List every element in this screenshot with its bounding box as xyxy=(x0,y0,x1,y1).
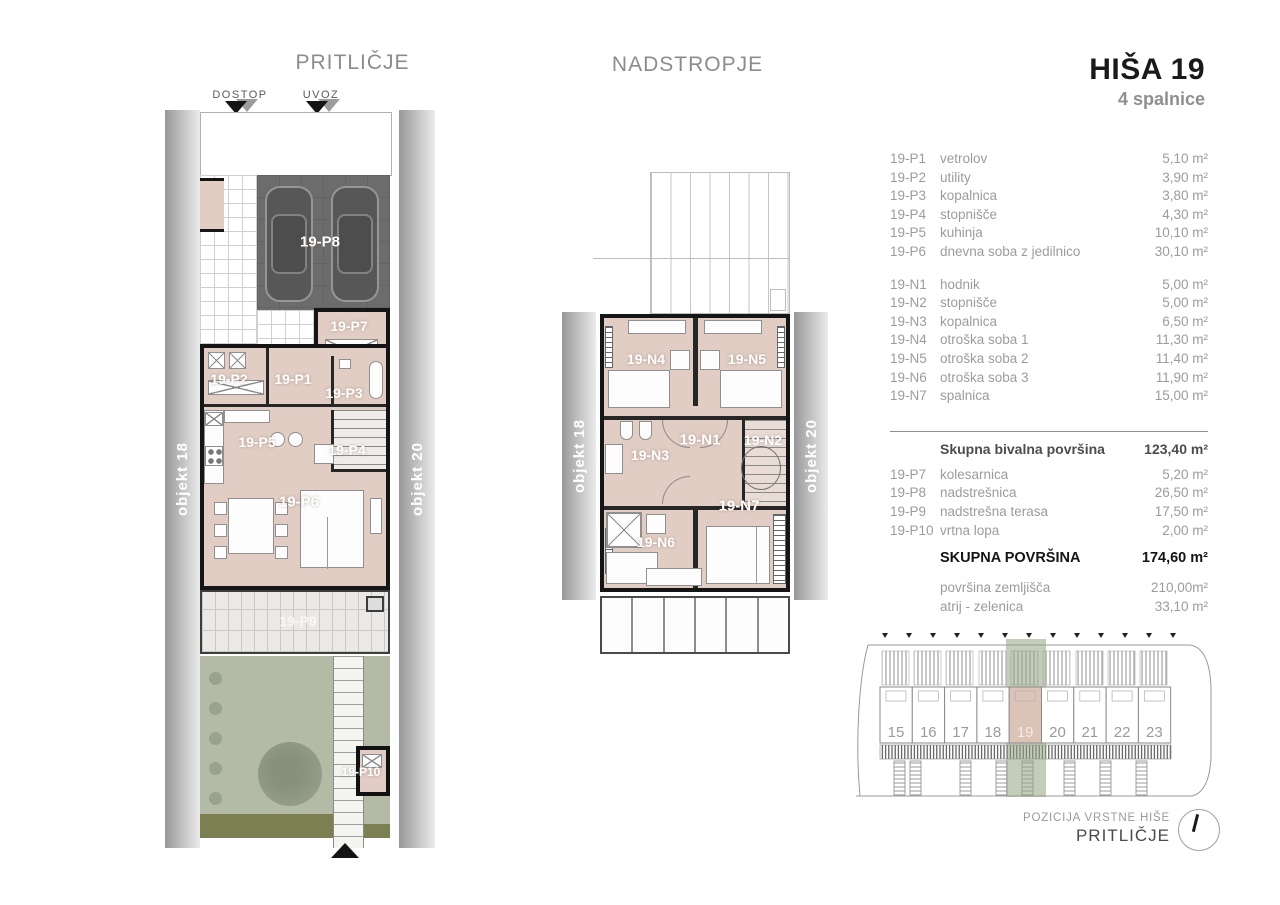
stepping-stone xyxy=(209,702,222,715)
stepping-stone xyxy=(209,732,222,745)
toilet xyxy=(620,421,633,440)
room-name: nadstrešnica xyxy=(940,485,1017,501)
page-title: HIŠA 19 xyxy=(1089,53,1205,86)
room-code: 19-N5 xyxy=(890,350,927,366)
desk-n6 xyxy=(646,568,702,586)
table-row xyxy=(890,277,1208,296)
pergola xyxy=(650,172,790,314)
table-row xyxy=(890,295,1208,314)
pergola-beam-line xyxy=(593,258,790,259)
sofa-chaise xyxy=(301,517,328,569)
room-label-19-n5: 19-N5 xyxy=(727,351,767,367)
house-number-20: 20 xyxy=(1049,724,1066,741)
room-name: stopnišče xyxy=(940,206,998,222)
terrace-fixture xyxy=(366,596,384,612)
room-name: kolesarnica xyxy=(940,466,1009,482)
house-19-band-top xyxy=(1006,639,1046,687)
room-name: otroška soba 2 xyxy=(940,350,1029,366)
cabinet-n6 xyxy=(646,514,666,534)
glass-panel xyxy=(633,598,664,652)
glass-panel xyxy=(665,598,696,652)
ground-neighbor-band-left xyxy=(165,110,200,848)
room-code: 19-N4 xyxy=(890,332,927,348)
objekt-18-label-upper: objekt 18 xyxy=(570,418,588,494)
house-number-15: 15 xyxy=(887,724,905,741)
room-area: 5,00 m² xyxy=(1162,295,1208,311)
area-table xyxy=(890,151,1208,617)
table-row xyxy=(890,314,1208,333)
objekt-20-label: objekt 20 xyxy=(408,441,426,517)
wall xyxy=(266,348,269,404)
table-row xyxy=(890,467,1208,486)
entrance-arrow-icon xyxy=(331,843,359,858)
room-name: vrtna lopa xyxy=(940,522,1000,538)
house-number-21: 21 xyxy=(1081,724,1099,741)
stepping-stone xyxy=(209,792,222,805)
position-caption: POZICIJA VRSTNE HIŠE xyxy=(1023,812,1170,824)
extra-area: 33,10 m² xyxy=(1154,598,1208,614)
room-code: 19-P8 xyxy=(890,485,927,501)
sink xyxy=(339,359,351,369)
room-code: 19-N1 xyxy=(890,276,927,292)
room-code: 19-P4 xyxy=(890,206,927,222)
room-area: 15,00 m² xyxy=(1154,388,1208,404)
room-name: vetrolov xyxy=(940,151,988,166)
room-code: 19-P2 xyxy=(890,169,927,185)
pergola-corner xyxy=(770,289,786,311)
table-divider xyxy=(890,431,1208,432)
objekt-18-label: objekt 18 xyxy=(174,441,191,517)
ground-stairs xyxy=(331,410,386,469)
room-area: 11,40 m² xyxy=(1155,350,1208,366)
bed-n5 xyxy=(720,370,782,408)
room-code: 19-P5 xyxy=(890,225,927,241)
room-code: 19-P1 xyxy=(890,151,927,166)
chair xyxy=(275,524,288,537)
extra-area: 210,00m² xyxy=(1150,580,1208,596)
room-code: 19-P9 xyxy=(890,503,927,519)
chair xyxy=(214,524,227,537)
living-total-value: 123,40 m² xyxy=(1144,440,1208,457)
house-number-17: 17 xyxy=(952,724,969,741)
stepping-stone xyxy=(209,672,222,685)
dostop-label: DOSTOP xyxy=(212,89,268,101)
room-area: 26,50 m² xyxy=(1154,485,1208,501)
house-number-18: 18 xyxy=(984,724,1002,741)
bath-cabinet xyxy=(605,444,623,474)
room-area: 2,00 m² xyxy=(1162,522,1208,538)
table-row xyxy=(890,388,1208,407)
room-name: otroška soba 1 xyxy=(940,332,1029,348)
washer xyxy=(208,352,225,369)
table-row xyxy=(890,207,1208,226)
room-code: 19-P3 xyxy=(890,188,927,204)
room-code: 19-N7 xyxy=(890,388,927,404)
room-area: 11,30 m² xyxy=(1155,332,1208,348)
room-area: 5,10 m² xyxy=(1162,151,1208,166)
room-label-19-n7: 19-N7 xyxy=(718,497,760,515)
objekt-20-label-upper: objekt 20 xyxy=(802,418,820,494)
house-number-23: 23 xyxy=(1146,724,1163,741)
uvoz-label: UVOZ xyxy=(302,89,340,101)
room-name: stopnišče xyxy=(940,295,998,311)
upper-neighbor-band-right xyxy=(794,312,828,600)
site-house-numbers xyxy=(888,724,1163,741)
room-label-19-n2: 19-N2 xyxy=(743,432,783,448)
room-name: dnevna soba z jedilnico xyxy=(940,243,1081,259)
kitchen-counter-top xyxy=(224,410,270,423)
room-area: 5,20 m² xyxy=(1162,466,1208,482)
cabinet-n4 xyxy=(670,350,690,370)
living-total-label: Skupna bivalna površina xyxy=(940,440,1105,457)
room-label-19-p4: 19-P4 xyxy=(328,442,366,458)
room-label-19-p10: 19-P10 xyxy=(341,765,381,779)
table-row xyxy=(890,485,1208,504)
room-label-19-p6: 19-P6 xyxy=(278,493,320,511)
house-19-band-bottom xyxy=(1006,743,1046,797)
room-label-19-n3: 19-N3 xyxy=(630,447,670,463)
room-name: utility xyxy=(940,169,971,185)
entry-tiles xyxy=(257,310,315,346)
aux-rooms-group xyxy=(890,467,1208,541)
table-row xyxy=(890,151,1208,170)
room-name: spalnica xyxy=(940,388,990,404)
room-area: 17,50 m² xyxy=(1154,503,1208,519)
grand-total-value: 174,60 m² xyxy=(1141,550,1208,567)
extras-group xyxy=(890,580,1208,617)
upper-neighbor-band-left xyxy=(562,312,596,600)
stool-2 xyxy=(288,432,303,447)
dryer xyxy=(229,352,246,369)
desk-n4 xyxy=(628,320,686,334)
chair xyxy=(214,546,227,559)
table-row xyxy=(890,523,1208,542)
hedge-strip xyxy=(200,814,333,838)
wall xyxy=(204,404,331,407)
table-row xyxy=(890,599,1208,618)
wardrobe xyxy=(773,514,786,584)
table-row xyxy=(890,504,1208,523)
house-number-19-highlighted: 19 xyxy=(1016,724,1034,741)
driveway xyxy=(200,112,392,176)
bed-pillow xyxy=(756,527,769,583)
table-row xyxy=(890,351,1208,370)
room-code: 19-N3 xyxy=(890,313,927,329)
bed-n7 xyxy=(706,526,770,584)
car-2-roof xyxy=(337,214,373,274)
room-name: kopalnica xyxy=(940,313,998,329)
room-name: kuhinja xyxy=(940,225,983,241)
kitchen-sink xyxy=(205,412,223,426)
room-code: 19-P7 xyxy=(890,466,927,482)
bed-n4 xyxy=(608,370,670,408)
room-label-19-p2: 19-P2 xyxy=(210,371,248,387)
room-name: hodnik xyxy=(940,276,980,292)
room-name: nadstrešna terasa xyxy=(940,503,1049,519)
room-label-19-p1: 19-P1 xyxy=(274,371,312,387)
glass-panel xyxy=(759,598,788,652)
table-row xyxy=(890,370,1208,389)
living-total-row xyxy=(890,441,1208,462)
table-row xyxy=(890,170,1208,189)
table-row xyxy=(890,332,1208,351)
desk-n5 xyxy=(704,320,762,334)
table-row xyxy=(890,580,1208,599)
glazing-strip xyxy=(600,596,790,654)
tv-cabinet xyxy=(370,498,382,534)
door-arc xyxy=(662,476,690,504)
radiator xyxy=(777,326,785,368)
table-row xyxy=(890,225,1208,244)
room-label-19-p9: 19-P9 xyxy=(279,613,317,629)
room-label-19-n6: 19-N6 xyxy=(636,534,676,550)
extra-name: atrij - zelenica xyxy=(940,598,1024,614)
extra-name: površina zemljišča xyxy=(940,580,1051,596)
north-compass-icon xyxy=(1178,809,1220,851)
room-code: 19-N2 xyxy=(890,295,927,311)
glass-panel xyxy=(727,598,758,652)
glass-panel xyxy=(696,598,727,652)
hedge-strip-right xyxy=(364,824,390,838)
entry-room xyxy=(200,178,224,232)
room-label-19-p3: 19-P3 xyxy=(325,385,363,401)
stepping-stone xyxy=(209,762,222,775)
room-label-19-p8: 19-P8 xyxy=(299,233,341,251)
room-area: 30,10 m² xyxy=(1154,243,1208,259)
room-area: 5,00 m² xyxy=(1162,276,1208,292)
room-label-19-n1: 19-N1 xyxy=(679,431,721,449)
upper-plan-title: NADSTROPJE xyxy=(611,53,764,76)
wall xyxy=(331,469,386,472)
bidet xyxy=(639,421,652,440)
room-area: 11,90 m² xyxy=(1155,369,1208,385)
chair xyxy=(275,546,288,559)
house-number-16: 16 xyxy=(919,724,937,741)
ground-plan-title: PRITLIČJE xyxy=(295,51,410,74)
room-name: kopalnica xyxy=(940,188,998,204)
bathtub xyxy=(369,361,383,399)
room-label-19-p7: 19-P7 xyxy=(330,318,368,334)
room-area: 6,50 m² xyxy=(1162,313,1208,329)
ground-floor-plan xyxy=(200,112,392,848)
room-code: 19-P6 xyxy=(890,243,927,259)
site-tick-arrows xyxy=(882,633,1176,638)
room-area: 10,10 m² xyxy=(1154,225,1208,241)
room-label-19-n4: 19-N4 xyxy=(626,351,666,367)
grand-total-row xyxy=(890,550,1208,573)
room-area: 3,90 m² xyxy=(1162,169,1208,185)
room-name: otroška soba 3 xyxy=(940,369,1029,385)
site-boundary-left xyxy=(858,645,868,796)
table-row xyxy=(890,188,1208,207)
page-subtitle: 4 spalnice xyxy=(1117,89,1205,109)
position-floor-label: PRITLIČJE xyxy=(1075,826,1170,845)
room-code: 19-P10 xyxy=(890,522,934,538)
room-code: 19-N6 xyxy=(890,369,927,385)
stair-rail xyxy=(741,446,781,490)
room-label-19-p5: 19-P5 xyxy=(238,434,276,450)
grand-total-label: SKUPNA POVRŠINA xyxy=(940,550,1081,567)
radiator xyxy=(605,326,613,368)
ground-neighbor-band-right xyxy=(399,110,435,848)
dining-table xyxy=(228,498,274,554)
upper-floor-plan xyxy=(600,314,790,592)
site-plan xyxy=(852,625,1222,815)
wall xyxy=(693,318,698,406)
table-row xyxy=(890,244,1208,263)
stove xyxy=(205,446,223,466)
glass-panel xyxy=(602,598,633,652)
chair xyxy=(214,502,227,515)
room-area: 3,80 m² xyxy=(1162,188,1208,204)
cabinet-n5 xyxy=(700,350,720,370)
tree xyxy=(258,742,322,806)
house-number-22: 22 xyxy=(1113,724,1131,741)
room-area: 4,30 m² xyxy=(1162,206,1208,222)
